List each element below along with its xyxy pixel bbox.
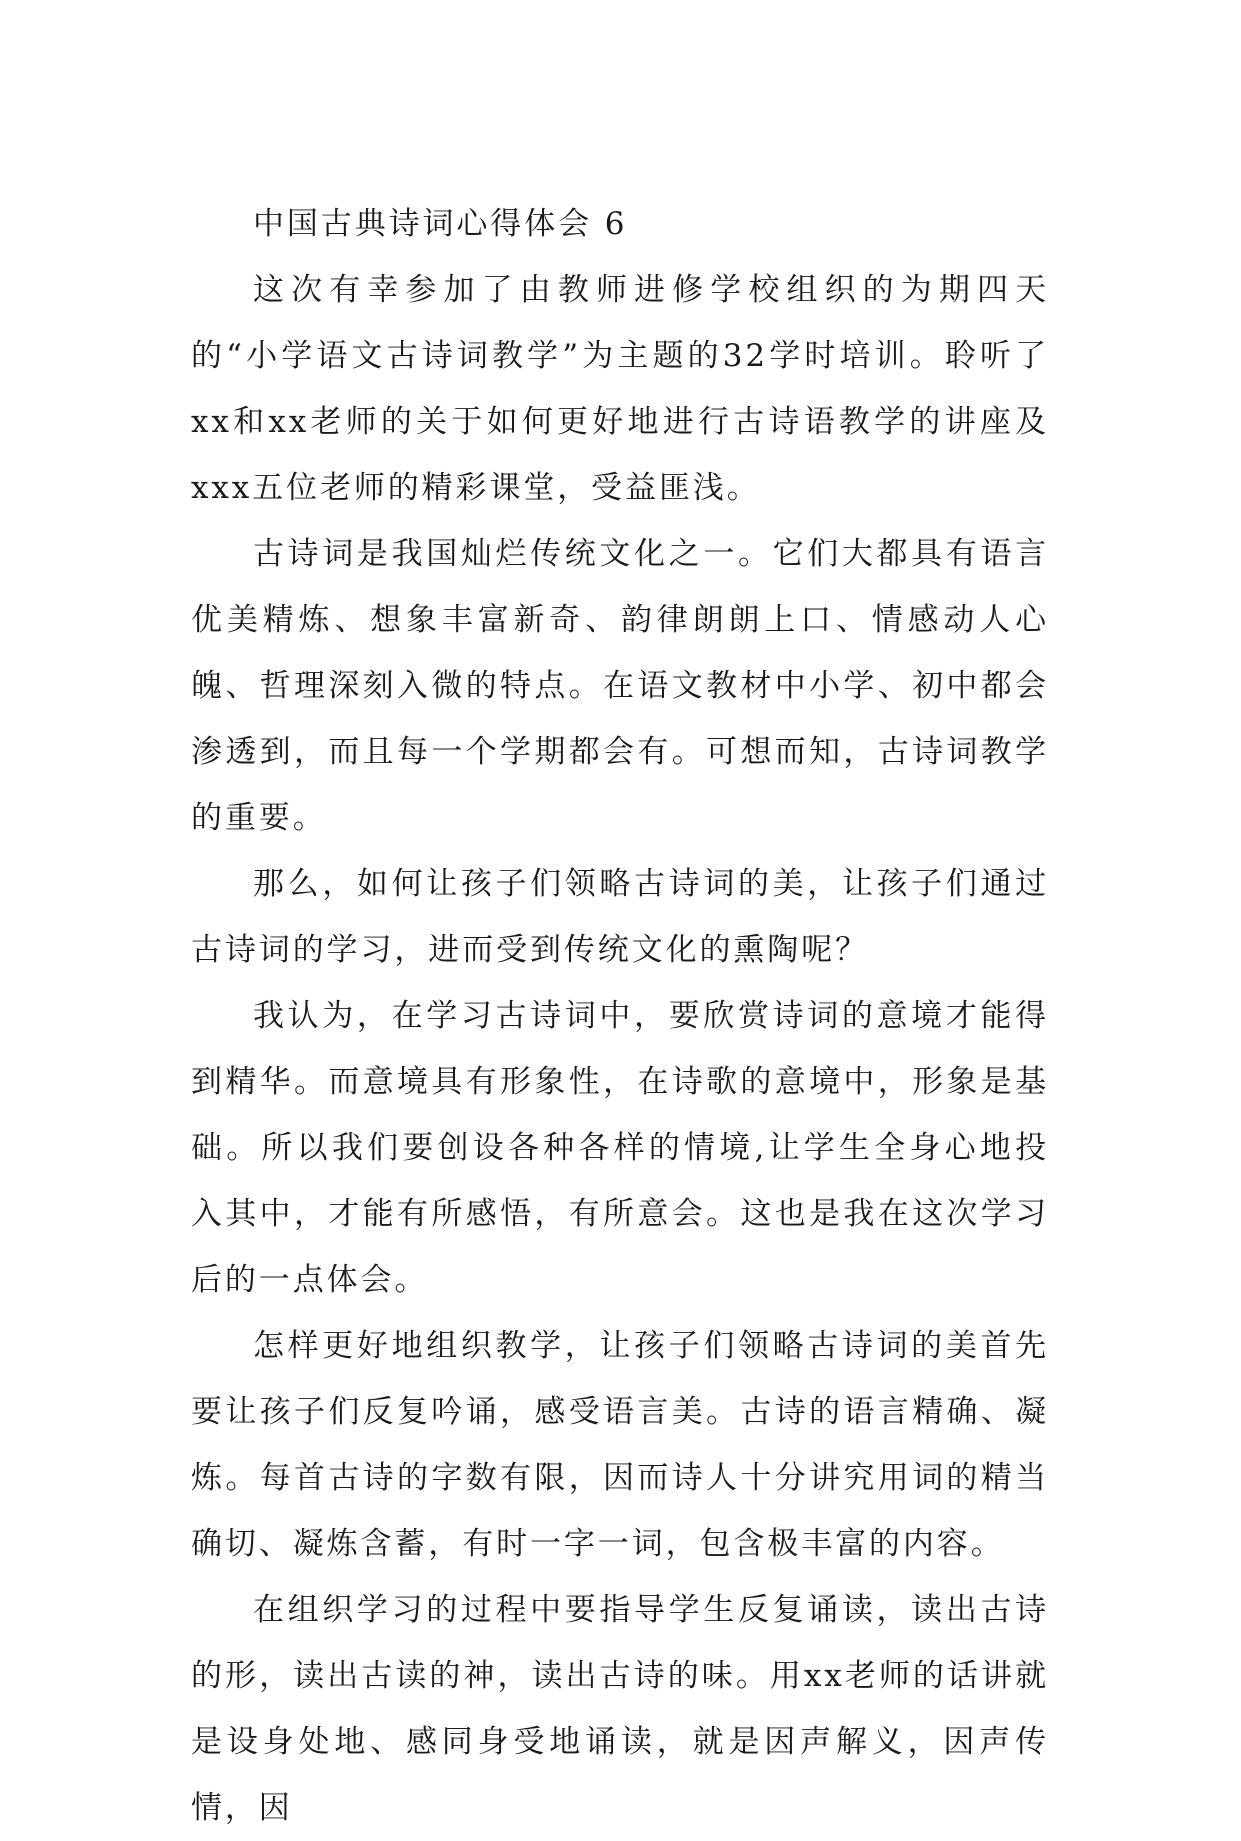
paragraph-1: 这次有幸参加了由教师进修学校组织的为期四天的“小学语文古诗词教学”为主题的32学时培训。聆听了xx和xx老师的关于如何更好地进行古诗语教学的讲座及xxx五位老师的精彩课堂，受益匪浅。 xyxy=(191,272,1049,506)
paragraph-5: 怎样更好地组织教学，让孩子们领略古诗词的美首先要让孩子们反复吟诵，感受语言美。古诗的语言精确、凝炼。每首古诗的字数有限，因而诗人十分讲究用词的精当确切、凝炼含蓄，有时一字一词，包含极丰富的内容。 xyxy=(191,1328,1049,1562)
paragraph-3: 那么，如何让孩子们领略古诗词的美，让孩子们通过古诗词的学习，进而受到传统文化的熏陶呢？ xyxy=(191,866,1049,968)
document-title: 中国古典诗词心得体会 6 xyxy=(253,206,628,242)
paragraph-2: 古诗词是我国灿烂传统文化之一。它们大都具有语言优美精炼、想象丰富新奇、韵律朗朗上口、情感动人心魄、哲理深刻入微的特点。在语文教材中小学、初中都会渗透到，而且每一个学期都会有。可想而知，古诗词教学的重要。 xyxy=(191,536,1049,836)
document-body xyxy=(191,191,1049,1841)
paragraph-4: 我认为，在学习古诗词中，要欣赏诗词的意境才能得到精华。而意境具有形象性，在诗歌的意境中，形象是基础。所以我们要创设各种各样的情境,让学生全身心地投入其中，才能有所感悟，有所意会。这也是我在这次学习后的一点体会。 xyxy=(191,998,1049,1298)
paragraph-6: 在组织学习的过程中要指导学生反复诵读，读出古诗的形，读出古读的神，读出古诗的味。用xx老师的话讲就是设身处地、感同身受地诵读，就是因声解义，因声传情，因 xyxy=(191,1592,1049,1826)
